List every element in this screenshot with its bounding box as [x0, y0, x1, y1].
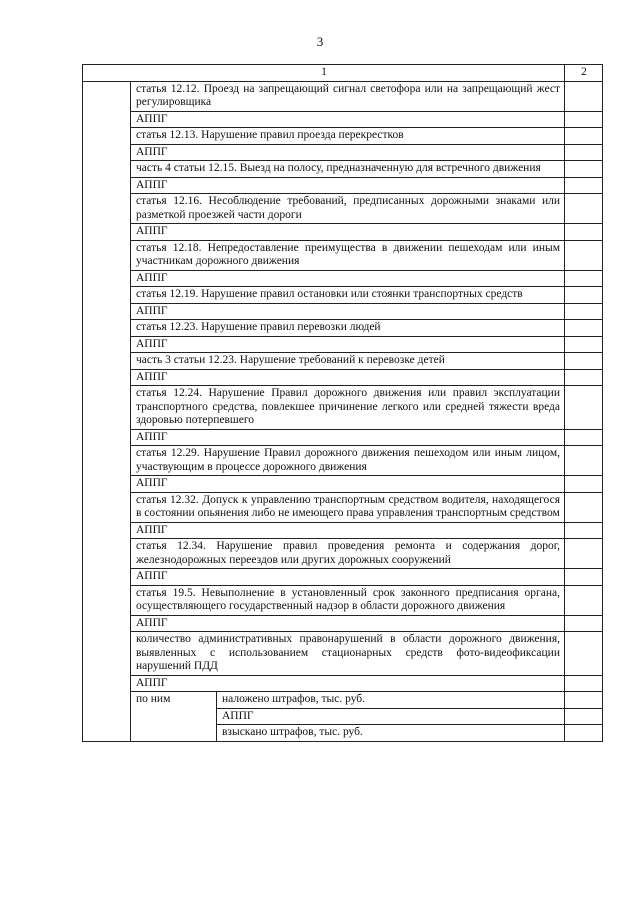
indicator-row — [83, 320, 603, 337]
indicator-text: статья 12.16. Несоблюдение требований, предписанных дорожными знаками или разметкой проезжей части дороги — [131, 194, 565, 224]
value-cell — [565, 708, 603, 725]
indicator-text: часть 4 статьи 12.15. Выезд на полосу, предназначенную для встречного движения — [131, 161, 565, 178]
appg-row — [83, 270, 603, 287]
value-cell — [565, 270, 603, 287]
appg-label: АППГ — [131, 144, 565, 161]
value-cell — [565, 615, 603, 632]
appg-label: АППГ — [131, 336, 565, 353]
indicator-row — [83, 492, 603, 522]
indicator-text: статья 12.18. Непредоставление преимущества в движении пешеходам или иным участникам дорожного движения — [131, 240, 565, 270]
value-cell — [565, 476, 603, 493]
indicator-text: статья 12.12. Проезд на запрещающий сигнал светофора или на запрещающий жест регулировщика — [131, 81, 565, 111]
appg-label: АППГ — [131, 369, 565, 386]
value-cell — [565, 177, 603, 194]
value-cell — [565, 446, 603, 476]
appg-label: АППГ — [131, 429, 565, 446]
value-cell — [565, 386, 603, 430]
indicator-text: статья 12.19. Нарушение правил остановки или стоянки транспортных средств — [131, 287, 565, 304]
appg-label: АППГ — [131, 303, 565, 320]
appg-label: АППГ — [131, 111, 565, 128]
indicator-text: статья 19.5. Невыполнение в установленный срок законного предписания органа, осуществляющего государственный надзор в области дорожного движения — [131, 585, 565, 615]
value-cell — [565, 194, 603, 224]
appg-row — [83, 429, 603, 446]
value-cell — [565, 569, 603, 586]
header-row — [83, 65, 603, 82]
indicator-row — [83, 353, 603, 370]
header-col1: 1 — [83, 65, 565, 82]
indicator-text: статья 12.32. Допуск к управлению транспортным средством водителя, находящегося в состоянии опьянения либо не имеющего права управления транспортным средством — [131, 492, 565, 522]
indicator-text: часть 3 статьи 12.23. Нарушение требований к перевозке детей — [131, 353, 565, 370]
sub-indicator-text: наложено штрафов, тыс. руб. — [217, 692, 565, 709]
sub-indicator-text: взыскано штрафов, тыс. руб. — [217, 725, 565, 742]
report-table — [82, 64, 603, 742]
sub-row — [83, 692, 603, 709]
appg-row — [83, 177, 603, 194]
appg-label: АППГ — [131, 569, 565, 586]
value-cell — [565, 492, 603, 522]
value-cell — [565, 539, 603, 569]
value-cell — [565, 692, 603, 709]
value-cell — [565, 240, 603, 270]
value-cell — [565, 320, 603, 337]
value-cell — [565, 81, 603, 111]
indicator-text: количество административных правонарушений в области дорожного движения, выявленных с использованием стационарных средств фото-видеофиксации нарушений ПДД — [131, 632, 565, 676]
appg-label: АППГ — [131, 476, 565, 493]
value-cell — [565, 303, 603, 320]
indicator-text: статья 12.34. Нарушение правил проведения ремонта и содержания дорог, железнодорожных переездов или других дорожных сооружений — [131, 539, 565, 569]
indicator-row — [83, 81, 603, 111]
appg-row — [83, 336, 603, 353]
value-cell — [565, 128, 603, 145]
indicator-row — [83, 539, 603, 569]
indicator-row — [83, 194, 603, 224]
value-cell — [565, 224, 603, 241]
appg-label: АППГ — [131, 177, 565, 194]
indicator-row — [83, 161, 603, 178]
appg-row — [83, 111, 603, 128]
value-cell — [565, 632, 603, 676]
page-number: 3 — [316, 34, 324, 49]
indicator-row — [83, 287, 603, 304]
header-col2: 2 — [565, 65, 603, 82]
value-cell — [565, 725, 603, 742]
value-cell — [565, 522, 603, 539]
indicator-row — [83, 446, 603, 476]
left-blank-column — [83, 81, 131, 741]
value-cell — [565, 144, 603, 161]
appg-row — [83, 675, 603, 692]
value-cell — [565, 287, 603, 304]
indicator-text: статья 12.23. Нарушение правил перевозки людей — [131, 320, 565, 337]
value-cell — [565, 675, 603, 692]
appg-label: АППГ — [217, 708, 565, 725]
indicator-row — [83, 585, 603, 615]
appg-row — [83, 476, 603, 493]
appg-row — [83, 615, 603, 632]
appg-row — [83, 303, 603, 320]
appg-row — [83, 369, 603, 386]
appg-label: АППГ — [131, 522, 565, 539]
appg-row — [83, 144, 603, 161]
indicator-row — [83, 128, 603, 145]
indicator-text: статья 12.29. Нарушение Правил дорожного движения пешеходом или иным лицом, участвующим в процессе дорожного движения — [131, 446, 565, 476]
value-cell — [565, 369, 603, 386]
appg-label: АППГ — [131, 615, 565, 632]
sub-label: по ним — [131, 692, 217, 742]
indicator-text: статья 12.13. Нарушение правил проезда перекрестков — [131, 128, 565, 145]
value-cell — [565, 429, 603, 446]
value-cell — [565, 111, 603, 128]
value-cell — [565, 336, 603, 353]
appg-label: АППГ — [131, 270, 565, 287]
appg-label: АППГ — [131, 675, 565, 692]
indicator-text: статья 12.24. Нарушение Правил дорожного движения или правил эксплуатации транспортного средства, повлекшее причинение легкого или средней тяжести вреда здоровью потерпевшего — [131, 386, 565, 430]
value-cell — [565, 161, 603, 178]
indicator-row — [83, 386, 603, 430]
appg-label: АППГ — [131, 224, 565, 241]
appg-row — [83, 224, 603, 241]
indicator-row — [83, 632, 603, 676]
indicator-row — [83, 240, 603, 270]
value-cell — [565, 353, 603, 370]
value-cell — [565, 585, 603, 615]
appg-row — [83, 569, 603, 586]
appg-row — [83, 522, 603, 539]
